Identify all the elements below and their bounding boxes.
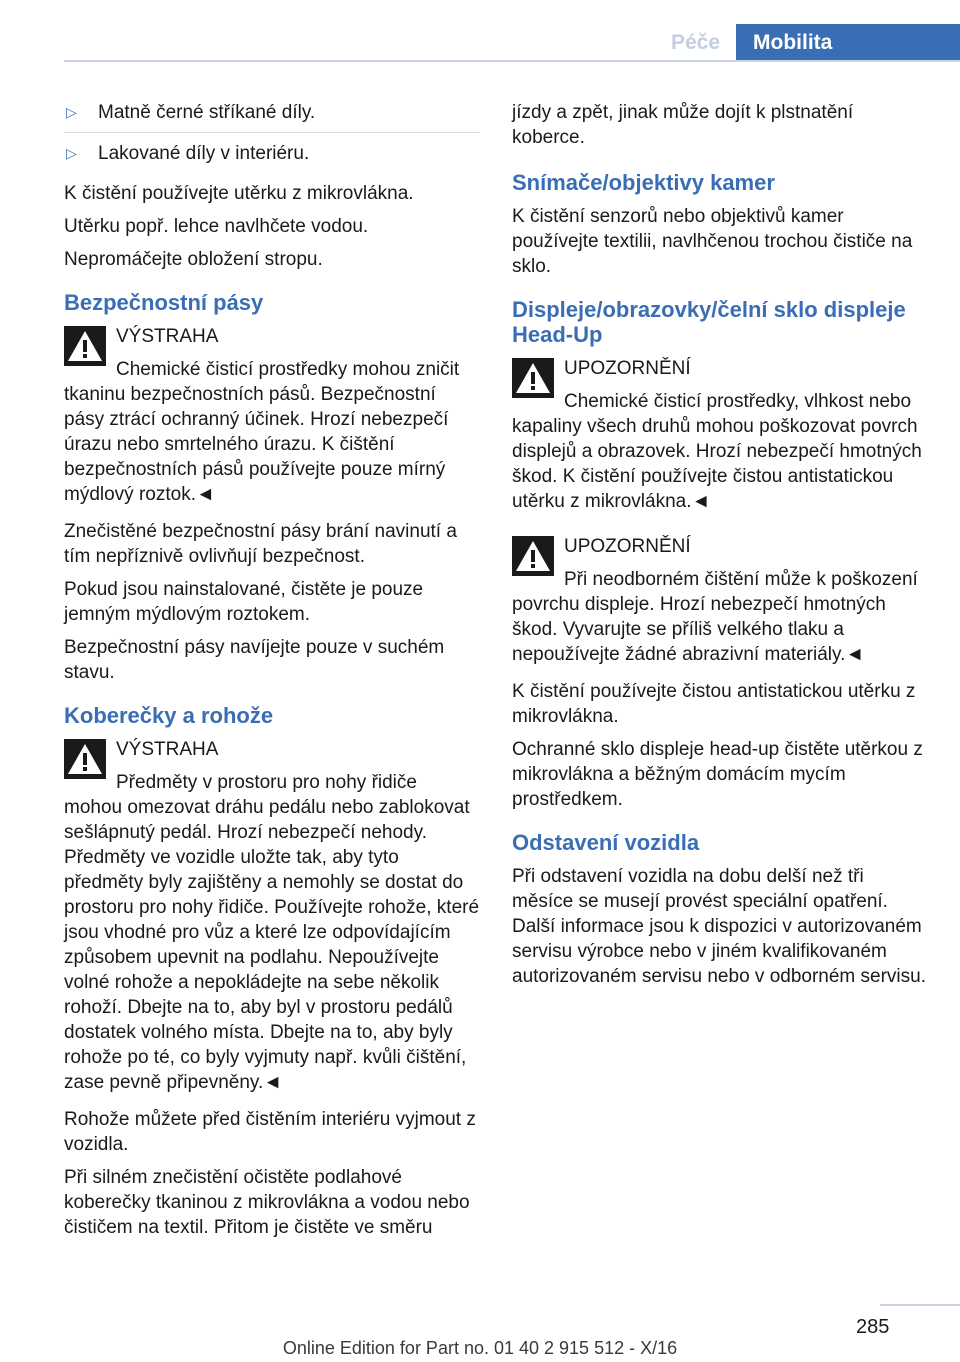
warning-text: Předměty v prostoru pro nohy řidiče mohou omezovat dráhu pedálu nebo zablokovat sešlápnutý pedál. Hrozí nebezpečí nehody. Předměty ve vozidle uložte tak, aby tyto předměty byly zajištěny a nemohly se dostat do prostoru pro nohy řidiče. Používejte rohože, které jsou vhodné pro vůz a které lze odpovídajícím způsobem upevnit na podlahu. Nepoužívejte volné rohože a nepokládejte na sebe několik rohoží. Dbejte na to, aby byl v prostoru pedálů dostatek volného místa. Dbejte na to, aby byly rohože po té, co byly vyjmuty např. kvůli čištění, zase pevně připevněny.◄ [64, 772, 480, 1093]
page-header [0, 24, 960, 62]
warning-triangle-icon [64, 739, 106, 779]
paragraph: Při silném znečistění očistěte podlahové koberečky tkaninou z mikrovlákna a vodou nebo čističem na textil. Přitom je čistěte ve směru [64, 1167, 470, 1238]
warning-title: UPOZORNĚNÍ [564, 358, 691, 379]
right-column [512, 100, 928, 997]
section-heading-parking: Odstavení vozidla [512, 830, 700, 855]
warning-triangle-icon [64, 326, 106, 366]
edition-footer: Online Edition for Part no. 01 40 2 915 512 - X/16 [282, 1338, 678, 1358]
paragraph: K čistění používejte utěrku z mikrovlákna. [64, 183, 414, 204]
paragraph: Pokud jsou nainstalované, čistěte je pouze jemným mýdlovým roztokem. [64, 579, 424, 625]
warning-block [64, 737, 480, 1095]
bullet-triangle-icon: ▷ [66, 145, 77, 161]
warning-block [512, 534, 928, 667]
bullet-text: Matně černé stříkané díly. [98, 102, 316, 123]
page-number: 285 [856, 1316, 890, 1338]
section-heading-displays: Displeje/obrazovky/čelní sklo displeje Head-Up [512, 297, 906, 347]
warning-triangle-icon [512, 358, 554, 398]
left-column [64, 100, 480, 1248]
warning-title: VÝSTRAHA [116, 739, 219, 760]
warning-title: UPOZORNĚNÍ [564, 536, 691, 557]
warning-block [512, 356, 928, 514]
section-heading-mats: Koberečky a rohože [64, 703, 274, 728]
bullet-text: Lakované díly v interiéru. [98, 143, 310, 164]
warning-text: Chemické čisticí prostředky mohou zničit tkaninu bezpečnostních pásů. Bezpečnostní pásy ztrácí ochranný účinek. Hrozí nebezpečí úrazu nebo smrtelného úrazu. K čištění bezpečnostních pásů používejte pouze mírný mýdlový roztok.◄ [64, 359, 460, 505]
paragraph: Utěrku popř. lehce navlhčete vodou. [64, 216, 369, 237]
tab-pece[interactable]: Péče [670, 31, 720, 54]
paragraph: Rohože můžete před čistěním interiéru vyjmout z vozidla. [64, 1109, 476, 1155]
paragraph: Nepromáčejte obložení stropu. [64, 249, 323, 270]
paragraph: Ochranné sklo displeje head-up čistěte utěrkou z mikrovlákna a běžným domácím mycím prostředkem. [512, 739, 923, 810]
bullet-triangle-icon: ▷ [66, 104, 77, 120]
paragraph: jízdy a zpět, jinak může dojít k plstnatění koberce. [512, 102, 854, 148]
section-heading-seatbelts: Bezpečnostní pásy [64, 290, 264, 315]
bullet-item [64, 100, 480, 133]
footer-divider [880, 1304, 960, 1306]
paragraph: Při odstavení vozidla na dobu delší než tři měsíce se musejí provést speciální opatření. Další informace jsou k dispozici v autorizovaném servisu výrobce nebo v jiném kvalifikovaném autorizovaném servisu nebo v odborném servisu. [512, 866, 926, 987]
paragraph: K čistění senzorů nebo objektivů kamer používejte textilii, navlhčenou trochou čističe na sklo. [512, 206, 913, 277]
paragraph: Bezpečnostní pásy navíjejte pouze v suchém stavu. [64, 637, 445, 683]
warning-triangle-icon [512, 536, 554, 576]
warning-block [64, 324, 480, 507]
bullet-item [64, 141, 480, 173]
warning-title: VÝSTRAHA [116, 326, 219, 347]
warning-text: Chemické čisticí prostředky, vlhkost nebo kapaliny všech druhů mohou poškozovat povrch displejů a obrazovek. Hrozí nebezpečí hmotných škod. K čistění používejte čistou antistatickou utěrku z mikrovlákna.◄ [512, 391, 922, 512]
paragraph: Znečistěné bezpečnostní pásy brání navinutí a tím nepříznivě ovlivňují bezpečnost. [64, 521, 457, 567]
section-heading-cameras: Snímače/objektivy kamer [512, 170, 775, 195]
tab-mobilita[interactable]: Mobilita [736, 24, 960, 61]
paragraph: K čistění používejte čistou antistatickou utěrku z mikrovlákna. [512, 681, 916, 727]
warning-text: Při neodborném čištění může k poškození povrchu displeje. Hrozí nebezpečí hmotných škod. Vyvarujte se příliš velkého tlaku a nepoužívejte žádné abrazivní materiály.◄ [512, 569, 918, 665]
header-divider [64, 60, 960, 62]
